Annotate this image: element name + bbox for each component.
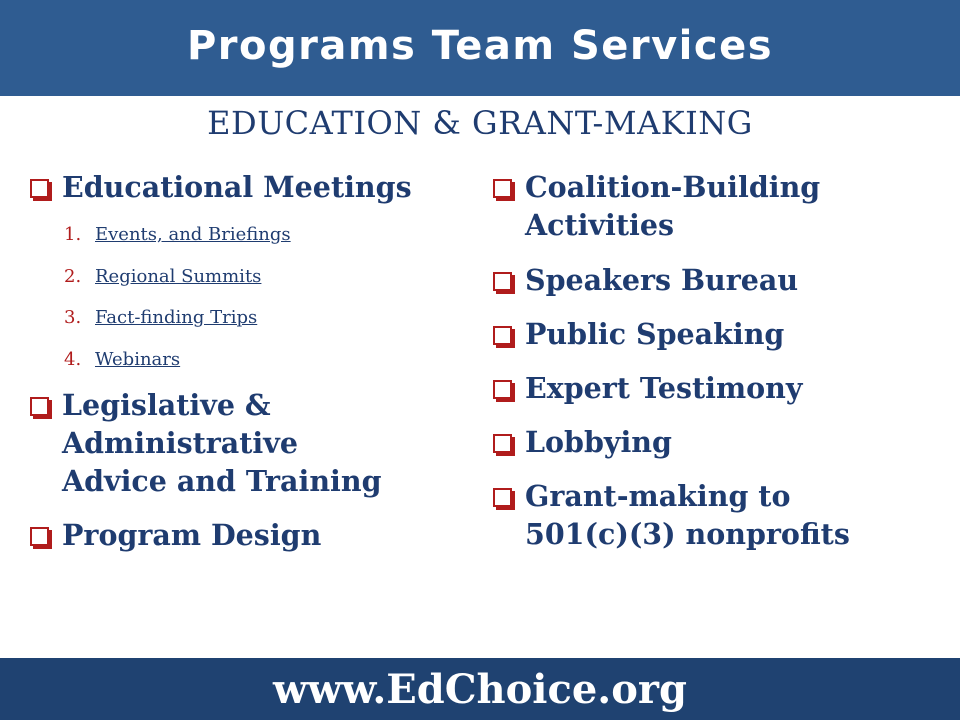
right-column (491, 168, 951, 553)
slide-title: Programs Team Services (186, 23, 774, 69)
bullet-grant-making (491, 477, 951, 553)
checkbox-bullet-icon (493, 272, 512, 291)
bullet-line: Activities (525, 208, 675, 242)
bullet-label: Speakers Bureau (525, 263, 799, 297)
bullet-program-design (28, 516, 458, 554)
bullet-educational-meetings (28, 168, 458, 206)
bullet-label (62, 386, 382, 500)
webinars-link[interactable]: Webinars (95, 348, 181, 370)
bullet-label: Program Design (62, 518, 322, 552)
sublist-number: 2. (64, 265, 82, 287)
bullet-lobbying (491, 423, 951, 461)
bullet-legislative-advice (28, 386, 458, 500)
sublist-item (64, 214, 458, 256)
sublist-number: 1. (64, 224, 82, 245)
checkbox-bullet-icon (30, 179, 49, 198)
section-subtitle: EDUCATION & GRANT-MAKING (207, 104, 753, 142)
checkbox-bullet-icon (493, 488, 512, 507)
bullet-label: Lobbying (525, 425, 672, 459)
checkbox-bullet-icon (30, 527, 49, 546)
website-url-link[interactable]: www.EdChoice.org (273, 665, 687, 713)
checkbox-bullet-icon (30, 397, 49, 416)
bullet-label: Expert Testimony (525, 371, 803, 405)
bullet-expert-testimony (491, 369, 951, 407)
bullet-line: Grant-making to (525, 479, 791, 513)
header-bar (0, 0, 960, 96)
bullet-public-speaking (491, 315, 951, 353)
sublist-item (64, 297, 458, 339)
footer-bar (0, 658, 960, 720)
bullet-line: Administrative (62, 426, 298, 460)
sublist-number: 3. (64, 307, 82, 328)
bullet-line: Advice and Training (62, 464, 382, 498)
sublist-item (64, 256, 458, 298)
bullet-line: Legislative & (62, 388, 271, 422)
checkbox-bullet-icon (493, 434, 512, 453)
checkbox-bullet-icon (493, 380, 512, 399)
bullet-label (525, 477, 850, 553)
left-column (28, 168, 458, 554)
events-briefings-link[interactable]: Events, and Briefings (95, 224, 291, 245)
bullet-label: Public Speaking (525, 317, 785, 351)
bullet-label: Educational Meetings (62, 170, 412, 204)
bullet-speakers-bureau (491, 261, 951, 299)
sublist-number: 4. (64, 348, 82, 370)
checkbox-bullet-icon (493, 179, 512, 198)
bullet-label (525, 168, 820, 244)
educational-meetings-sublist (64, 214, 458, 380)
bullet-line: Coalition-Building (525, 170, 821, 204)
checkbox-bullet-icon (493, 326, 512, 345)
sublist-item (64, 339, 458, 381)
bullet-line: 501(c)(3) nonprofits (525, 517, 850, 551)
fact-finding-trips-link[interactable]: Fact-finding Trips (95, 307, 258, 328)
bullet-coalition-building (491, 168, 951, 244)
regional-summits-link[interactable]: Regional Summits (95, 265, 262, 287)
